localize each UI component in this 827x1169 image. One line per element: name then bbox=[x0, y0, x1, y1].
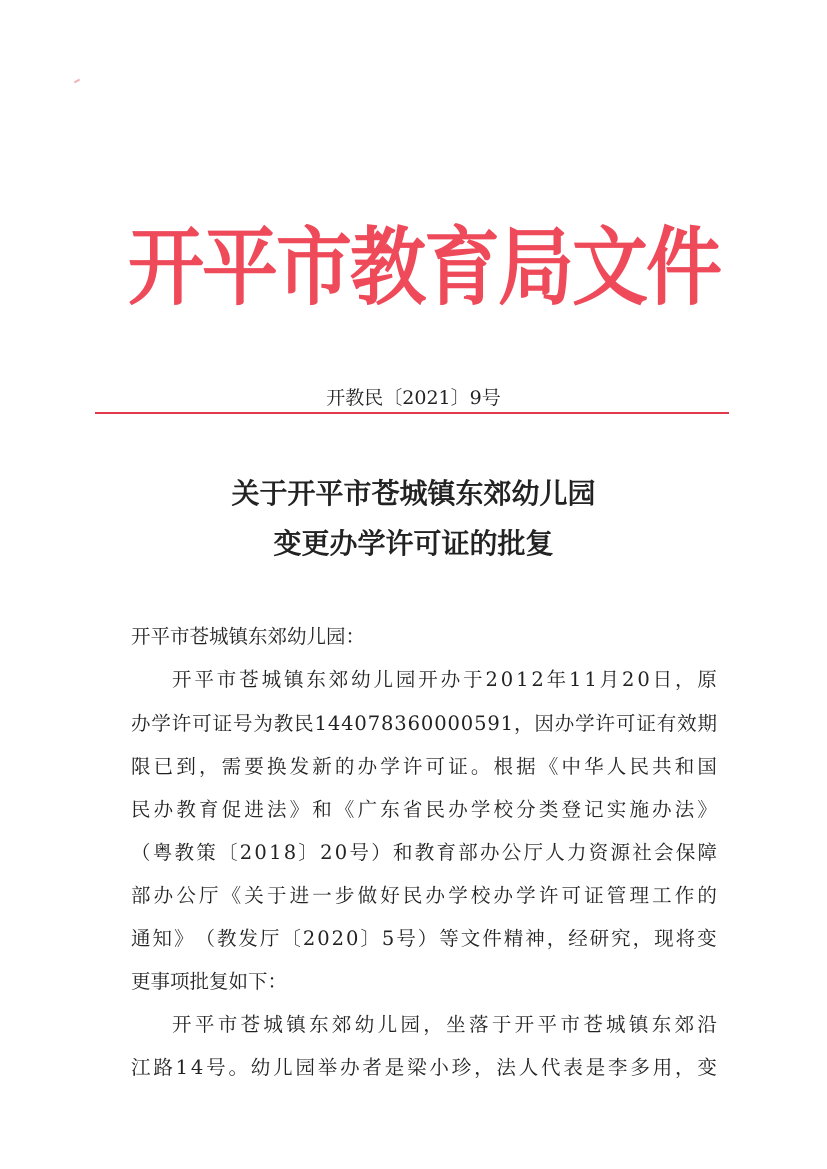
document-title-line-2: 变更办学许可证的批复 bbox=[273, 527, 554, 560]
body-line: 更事项批复如下： bbox=[131, 970, 288, 993]
body-line: 江 路 1 4 号 。 幼 儿 园 举 办 者 是 梁 小 珍 ， 法 人 代 表 是 李 多 用 ， 变 bbox=[131, 1056, 717, 1079]
body-line: 通 知 》 （ 教 发 厅 〔 2 0 2 0 〕 5 号 ） 等 文 件 精 神 ， 经 研 究 ， 现 将 变 bbox=[131, 927, 717, 950]
body-line: 限 已 到 ， 需 要 换 发 新 的 办 学 许 可 证 。 根 据 《 中 华 人 民 共 和 国 bbox=[131, 755, 717, 778]
masthead-title: 开平市教育局文件 bbox=[128, 217, 720, 318]
document-title-line-1: 关于开平市苍城镇东郊幼儿园 bbox=[231, 477, 596, 510]
red-divider-rule bbox=[95, 412, 729, 414]
scan-mark bbox=[74, 79, 80, 84]
body-line: （ 粤 教 策 〔 2 0 1 8 〕 2 0 号 ） 和 教 育 部 办 公 厅 人 力 资 源 社 会 保 障 bbox=[131, 841, 717, 864]
body-line: 民 办 教 育 促 进 法 》 和 《 广 东 省 民 办 学 校 分 类 登 记 实 施 办 法 》 bbox=[131, 798, 717, 821]
body-line: 开 平 市 苍 城 镇 东 郊 幼 儿 园 ， 坐 落 于 开 平 市 苍 城 镇 东 郊 沿 bbox=[172, 1013, 717, 1036]
body-line: 部 办 公 厅 《 关 于 进 一 步 做 好 民 办 学 校 办 学 许 可 证 管 理 工 作 的 bbox=[131, 884, 717, 907]
addressee: 开平市苍城镇东郊幼儿园： bbox=[131, 625, 366, 648]
document-number: 开教民〔2021〕9号 bbox=[326, 387, 501, 409]
body-line: 办 学 许 可 证 号 为 教 民 1 4 4 0 7 8 3 6 0 0 0 0 5 9 1 ， 因 办 学 许 可 证 有 效 期 bbox=[131, 712, 717, 735]
body-line: 开 平 市 苍 城 镇 东 郊 幼 儿 园 开 办 于 2 0 1 2 年 1 1 月 2 0 日 ， 原 bbox=[172, 668, 717, 691]
